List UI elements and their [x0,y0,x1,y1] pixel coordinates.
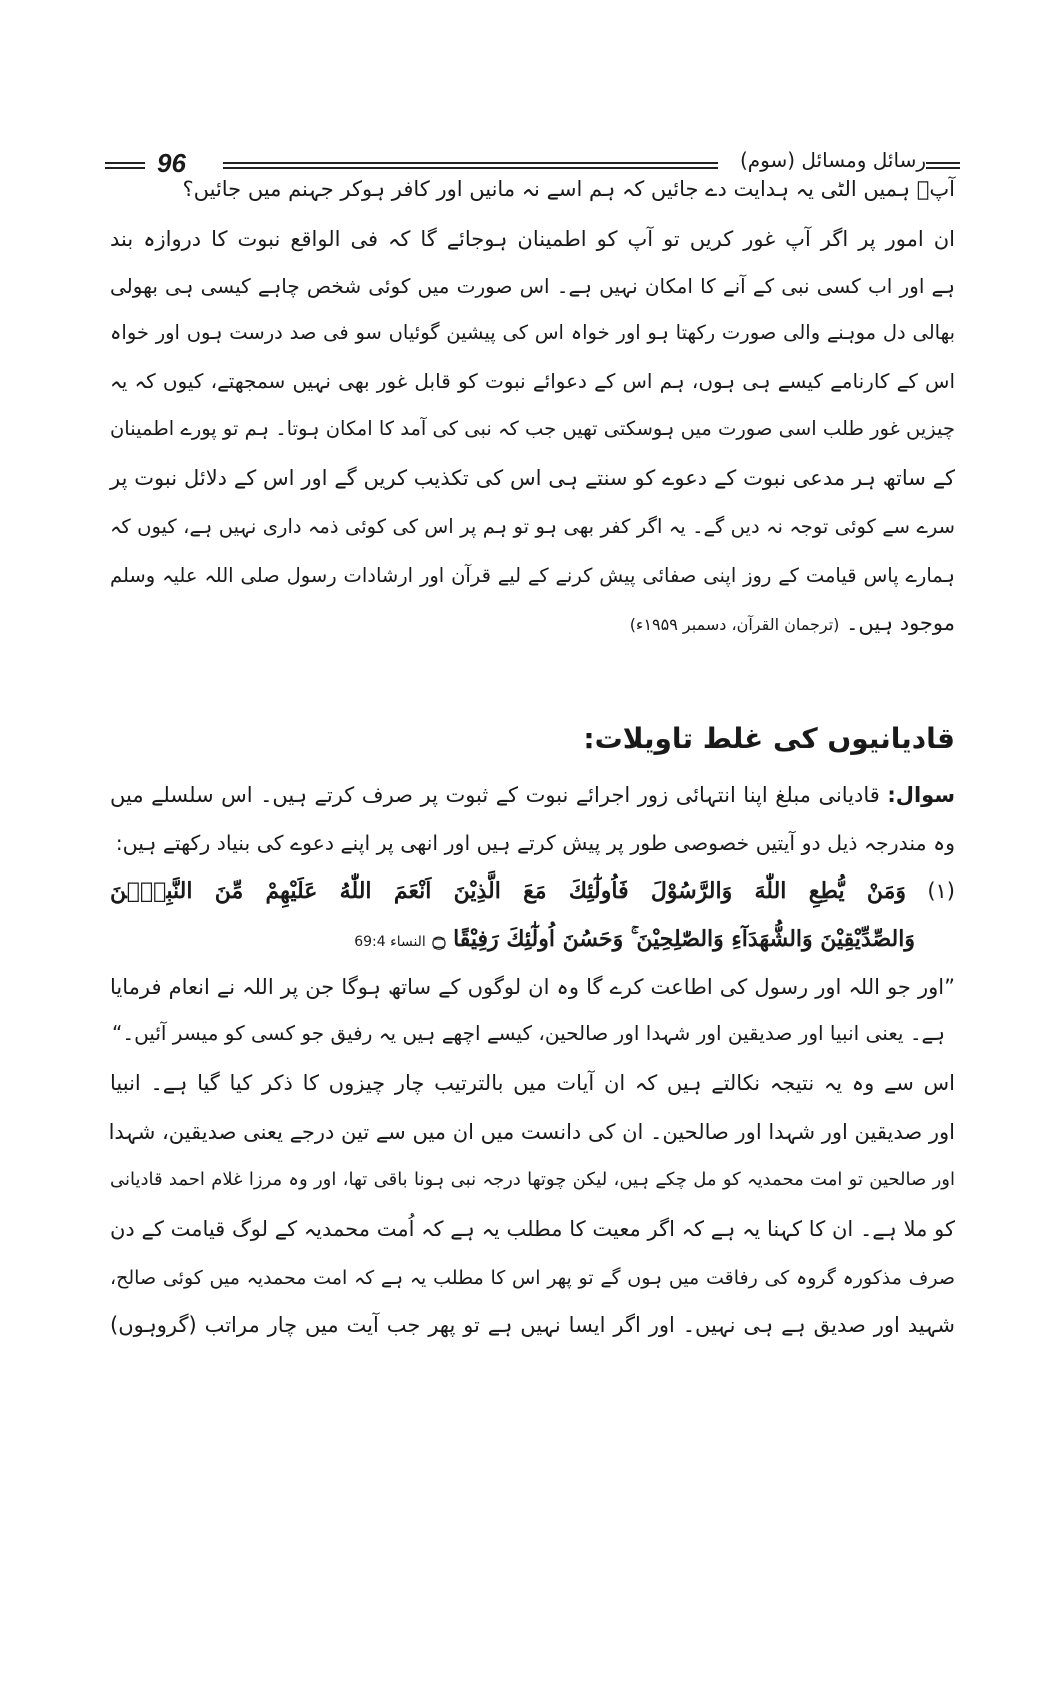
text-line [110,606,955,642]
text-line: شہید اور صدیق ہے ہی نہیں۔ اور اگر ایسا نہیں ہے تو پھر جب آیت میں چار مراتب (گروہوں) [110,1313,955,1337]
text-fragment: موجود ہیں۔ [846,611,955,635]
text-line: کے ساتھ ہر مدعی نبوت کے دعوے کو سنتے ہی اس کی تکذیب کریں گے اور اس کے دلائل نبوت پر [110,466,955,490]
ayah-number: (۱) [927,879,955,903]
text-line: اس سے وہ یہ نتیجہ نکالتے ہیں کہ ان آیات میں بالترتیب چار چیزوں کا ذکر کیا گیا ہے۔ انبیا [110,1071,955,1095]
header-rule-right [926,162,960,169]
ayah-line [110,874,955,908]
text-line: ہمارے پاس قیامت کے روز اپنی صفائی پیش کرنے کے لیے قرآن اور ارشادات رسول صلی اللہ علیہ وسلم [110,564,955,587]
text-line: بھالی دل موہنے والی صورت رکھتا ہو اور خواہ اس کی پیشین گوئیاں سو فی صد درست ہوں اور خواہ [110,321,955,344]
header-rule-middle [223,162,718,169]
text-line: وہ مندرجہ ذیل دو آیتیں خصوصی طور پر پیش کرتے ہیں اور انھی پر اپنے دعوے کی بنیاد رکھتے ہیں: [115,831,955,855]
text-line: چیزیں غور طلب اسی صورت میں ہوسکتی تھیں جب کہ نبی کی آمد کا امکان ہوتا۔ ہم تو پورے اطمینان [109,417,955,440]
header-rule-left [105,162,145,169]
page-number: 96 [157,148,186,178]
ayah-text: وَمَنْ يُّطِعِ اللّٰهَ وَالرَّسُوْلَ فَاُولٰٓئِكَ مَعَ الَّذِيْنَ اَنْعَمَ اللّٰهُ عَلَيْهِمْ مِّنَ النَّبِيّٖنَ [110,878,907,904]
text-line: اور صدیقین اور شہدا اور صالحین۔ ان کی دانست میں ان میں سے تین درجے یعنی صدیقین، شہدا [108,1120,955,1144]
text-line: اس کے کارنامے کیسے ہی ہوں، ہم اس کے دعوائے نبوت کو قابل غور بھی نہیں سمجھتے، کیوں کہ یہ [110,369,955,393]
text-line: سرے سے کوئی توجہ نہ دیں گے۔ یہ اگر کفر بھی ہو تو ہم پر اس کی کوئی ذمہ داری نہیں ہے، کیوں کہ [110,515,955,538]
text-line: اور صالحین تو امت محمدیہ کو مل چکے ہیں، لیکن چوتھا درجہ نبی ہونا باقی تھا، اور وہ مرزا غلام احمد قادیانی [110,1169,955,1190]
ayah-line [110,922,955,959]
text-line: آپؐ ہمیں الٹی یہ ہدایت دے جائیں کہ ہم اسے نہ مانیں اور کافر ہوکر جہنم میں جائیں؟ [182,177,955,201]
text-line: ہے اور اب کسی نبی کے آنے کا امکان نہیں ہے۔ اس صورت میں کوئی شخص چاہے کیسی ہی بھولی [110,274,955,298]
text-line: ان امور پر اگر آپ غور کریں تو آپ کو اطمینان ہوجائے گا کہ فی الواقع نبوت کا دروازہ بند [110,227,955,251]
text-line: کو ملا ہے۔ ان کا کہنا یہ ہے کہ اگر معیت کا مطلب یہ ہے کہ اُمت محمدیہ کے لوگ قیامت کے دن [110,1217,955,1241]
ayah-text: وَالصِّدِّيْقِيْنَ وَالشُّهَدَآءِ وَالصّٰلِحِيْنَ ۚ وَحَسُنَ اُولٰٓئِكَ رَفِيْقًا ۝ [432,926,915,952]
text-fragment: قادیانی مبلغ اپنا انتہائی زور اجرائے نبوت کے ثبوت پر صرف کرتے ہیں۔ اس سلسلے میں [110,783,880,807]
citation: (ترجمان القرآن، دسمبر ۱۹۵۹ء) [629,615,840,634]
section-heading: قادیانیوں کی غلط تاویلات: [583,722,955,755]
question-line [110,778,955,812]
ayah-reference: النساء 69:4 [354,934,426,950]
book-title: رسائل ومسائل (سوم) [739,148,926,172]
text-line: صرف مذکورہ گروہ کی رفاقت میں ہوں گے تو پھر اس کا مطلب یہ ہے کہ امت محمدیہ میں کوئی صالح، [110,1267,955,1289]
translation-line: ہے۔ یعنی انبیا اور صدیقین اور شہدا اور صالحین، کیسے اچھے ہیں یہ رفیق جو کسی کو میسر آئیں۔“ [111,1021,945,1045]
translation-line: ”اور جو اللہ اور رسول کی اطاعت کرے گا وہ ان لوگوں کے ساتھ ہوگا جن پر اللہ نے انعام فرمایا [110,975,955,999]
question-label: سوال: [887,783,955,807]
